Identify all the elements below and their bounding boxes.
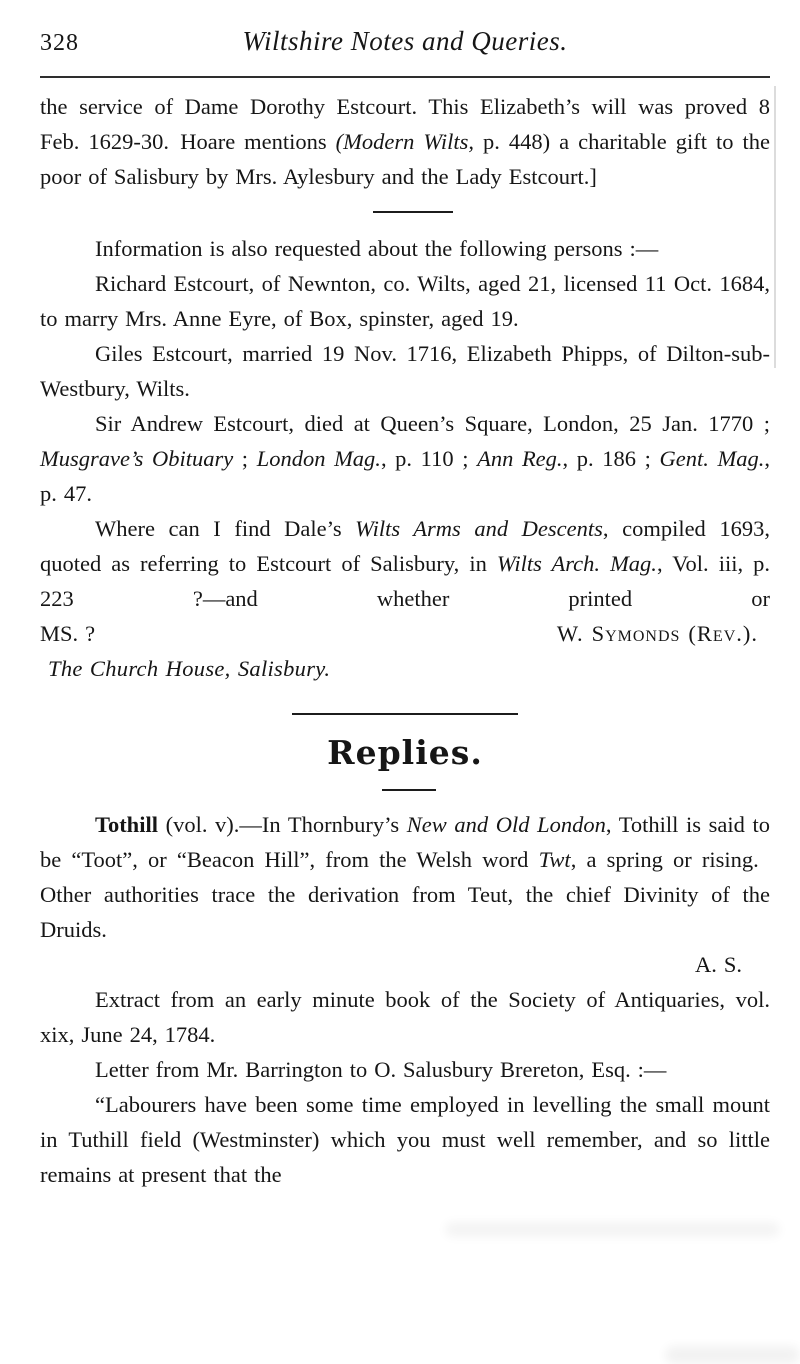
paragraph — [40, 1087, 770, 1192]
text-segment: , a spring or rising. Other authorities trace the derivation from Teut, the chief Divinity of the Druids. — [40, 847, 770, 942]
text-segment: Extract from an early minute book of the Society of Antiquaries, vol. xix, June 24, 1784. — [40, 987, 770, 1047]
query-end-text: MS. ? — [40, 621, 96, 646]
paragraph — [40, 406, 770, 511]
text-segment: (vol. v).—In Thornbury’s — [157, 812, 407, 837]
section-divider — [292, 713, 518, 715]
text-segment: Gent. Mag. — [659, 446, 765, 471]
paragraph — [40, 231, 770, 266]
paragraph — [40, 266, 770, 336]
scan-mottle-artifact — [665, 1346, 800, 1364]
text-segment: , p. 110 ; — [380, 446, 478, 471]
section-divider — [382, 789, 436, 791]
text-segment: Tothill — [95, 812, 158, 837]
text-segment: Ann Reg. — [477, 446, 563, 471]
text-segment: p. 448) a charitable gift to the poor of Salisbury by Mrs. Aylesbury and the Lady Estcourt.] — [40, 129, 770, 189]
page-header — [40, 22, 770, 64]
signature: W. Symonds (Rev.). — [556, 621, 758, 646]
text-segment: ; — [233, 446, 257, 471]
text-segment: London Mag. — [256, 446, 381, 471]
text-segment: Twt — [538, 847, 571, 872]
text-segment: Wilts Arch. Mag. — [496, 551, 657, 576]
text-segment: , Vol. iii, p. 223 ?—and whether printed or — [40, 551, 770, 611]
paragraph — [40, 1052, 770, 1087]
text-segment: Sir Andrew Estcourt, died at Queen’s Square, London, 25 Jan. 1770 ; — [95, 411, 770, 436]
text-segment: New and Old London — [406, 812, 606, 837]
text-segment: Information is also requested about the following persons :— — [95, 236, 659, 261]
text-segment: Musgrave’s Obituary — [40, 446, 234, 471]
text-segment: , Tothill is said to be “Toot”, or “Beacon Hill”, from the Welsh word — [40, 812, 770, 872]
scan-edge-artifact — [774, 86, 776, 368]
paragraph — [40, 807, 770, 947]
initials-line: A. S. — [695, 952, 742, 977]
text-segment: Richard Estcourt, of Newnton, co. Wilts, aged 21, licensed 11 Oct. 1684, to marry Mrs. Anne Eyre, of Box, spinster, aged 19. — [40, 271, 770, 331]
replies-heading: Replies. — [327, 733, 483, 772]
page-number: 328 — [40, 30, 79, 56]
text-segment: , compiled 1693, quoted as referring to Estcourt of Salisbury, in — [40, 516, 770, 576]
scan-mottle-artifact — [445, 1222, 780, 1237]
page-body — [40, 89, 770, 1192]
text-segment: Wilts Arms and Descents — [355, 516, 603, 541]
paragraph — [40, 89, 770, 194]
section-divider — [373, 211, 453, 213]
text-segment: Letter from Mr. Barrington to O. Salusbury Brereton, Esq. :— — [95, 1057, 667, 1082]
running-title: Wiltshire Notes and Queries. — [242, 26, 568, 56]
paragraph — [40, 336, 770, 406]
paragraph — [40, 511, 770, 616]
header-rule — [40, 76, 770, 78]
text-segment: , p. 186 ; — [562, 446, 660, 471]
text-segment: (Modern Wilts, — [335, 129, 475, 154]
text-segment: Where can I find Dale’s — [95, 516, 356, 541]
signature-row — [40, 616, 770, 651]
text-segment: , p. 47. — [40, 446, 770, 506]
text-segment: Giles Estcourt, married 19 Nov. 1716, Elizabeth Phipps, of Dilton-sub-Westbury, Wilts. — [40, 341, 770, 401]
text-segment: “Labourers have been some time employed in levelling the small mount in Tuthill field (Westminster) which you must well remember, and so little remains at present that the — [40, 1092, 770, 1187]
paragraph — [40, 982, 770, 1052]
address-line: The Church House, Salisbury. — [48, 656, 331, 681]
text-segment: the service of Dame Dorothy Estcourt. This Elizabeth’s will was proved 8 Feb. 1629-30. Hoare mentions — [40, 94, 770, 154]
